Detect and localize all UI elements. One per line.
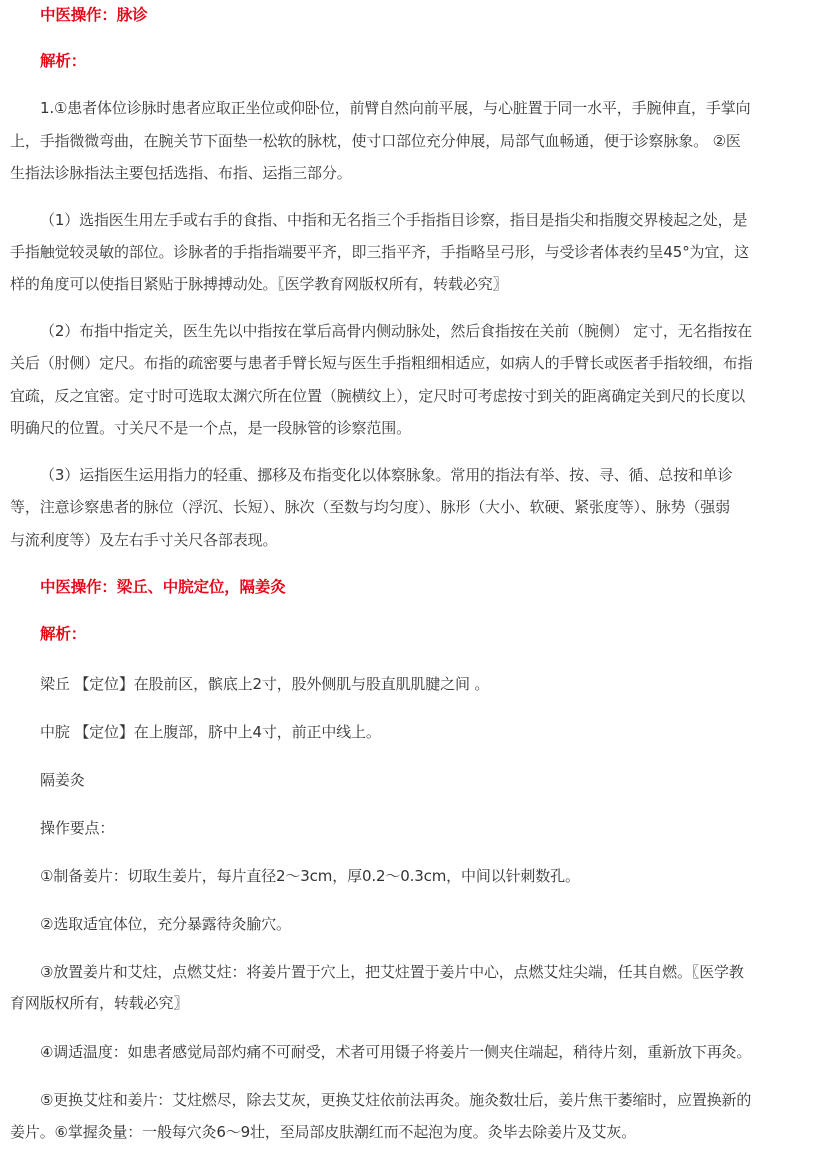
analysis-label: 解析：: [40, 52, 87, 70]
analysis-label: 解析：: [40, 625, 87, 643]
paragraph-line: 手指触觉较灵敏的部位。诊脉者的手指指端要平齐，即三指平齐，手指略呈弓形，与受诊者体表约呈45°为宜，这: [10, 243, 749, 261]
paragraph-line: 上，手指微微弯曲，在腕关节下面垫一松软的脉枕，使寸口部位充分伸展，局部气血畅通，便于诊察脉象。 ②医: [10, 132, 741, 150]
step-line: ③放置姜片和艾炷，点燃艾炷：将姜片置于穴上，把艾炷置于姜片中心，点燃艾炷尖端，任其自燃。〖医学教: [40, 963, 744, 981]
section-heading-moxibustion: 中医操作：梁丘、中脘定位，隔姜灸: [40, 578, 286, 596]
paragraph-line: 1.①患者体位诊脉时患者应取正坐位或仰卧位，前臂自然向前平展，与心脏置于同一水平，手腕伸直，手掌向: [40, 99, 751, 117]
paragraph-line: （3）运指医生运用指力的轻重、挪移及布指变化以体察脉象。常用的指法有举、按、寻、循、总按和单诊: [40, 466, 733, 484]
step-line: 姜片。⑥掌握灸量：一般每穴灸6～9壮，至局部皮肤潮红而不起泡为度。灸毕去除姜片及艾灰。: [10, 1123, 637, 1141]
step-line: 育网版权所有，转载必究〗: [10, 994, 189, 1012]
ginger-moxibustion-title: 隔姜灸: [40, 771, 85, 789]
paragraph-line: （1）选指医生用左手或右手的食指、中指和无名指三个手指指目诊察，指目是指尖和指腹交界棱起之处，是: [40, 211, 748, 229]
step-line: ⑤更换艾炷和姜片：艾炷燃尽，除去艾灰，更换艾炷依前法再灸。施灸数壮后，姜片焦干萎缩时，应置换新的: [40, 1091, 752, 1109]
zhongwan-location: 中脘 【定位】在上腹部，脐中上4寸，前正中线上。: [40, 723, 381, 741]
step-line: ④调适温度：如患者感觉局部灼痛不可耐受，术者可用镊子将姜片一侧夹住端起，稍待片刻，重新放下再灸。: [40, 1043, 752, 1061]
paragraph-line: 关后（肘侧）定尺。布指的疏密要与患者手臂长短与医生手指粗细相适应，如病人的手臂长或医者手指较细，布指: [10, 354, 753, 372]
section-heading-pulse-diagnosis: 中医操作：脉诊: [40, 6, 148, 24]
step-line: ①制备姜片：切取生姜片，每片直径2～3cm，厚0.2～0.3cm，中间以针刺数孔。: [40, 867, 580, 885]
paragraph-line: 宜疏，反之宜密。定寸时可选取太渊穴所在位置（腕横纹上），定尺时可考虑按寸到关的距离确定关到尺的长度以: [10, 387, 746, 405]
steps-label: 操作要点：: [40, 819, 115, 837]
paragraph-line: 等，注意诊察患者的脉位（浮沉、长短）、脉次（至数与均匀度）、脉形（大小、软硬、紧张度等）、脉势（强弱: [10, 498, 731, 516]
liangqiu-location: 梁丘 【定位】在股前区，髌底上2寸，股外侧肌与股直肌肌腱之间 。: [40, 675, 490, 693]
paragraph-line: 明确尺的位置。寸关尺不是一个点，是一段脉管的诊察范围。: [10, 419, 411, 437]
paragraph-line: （2）布指中指定关，医生先以中指按在掌后高骨内侧动脉处，然后食指按在关前（腕侧） 定寸，无名指按在: [40, 322, 752, 340]
step-line: ②选取适宜体位，充分暴露待灸腧穴。: [40, 915, 291, 933]
paragraph-line: 生指法诊脉指法主要包括选指、布指、运指三部分。: [10, 164, 352, 182]
paragraph-line: 样的角度可以使指目紧贴于脉搏搏动处。〖医学教育网版权所有，转载必究〗: [10, 275, 508, 293]
paragraph-line: 与流利度等）及左右手寸关尺各部表现。: [10, 531, 278, 549]
